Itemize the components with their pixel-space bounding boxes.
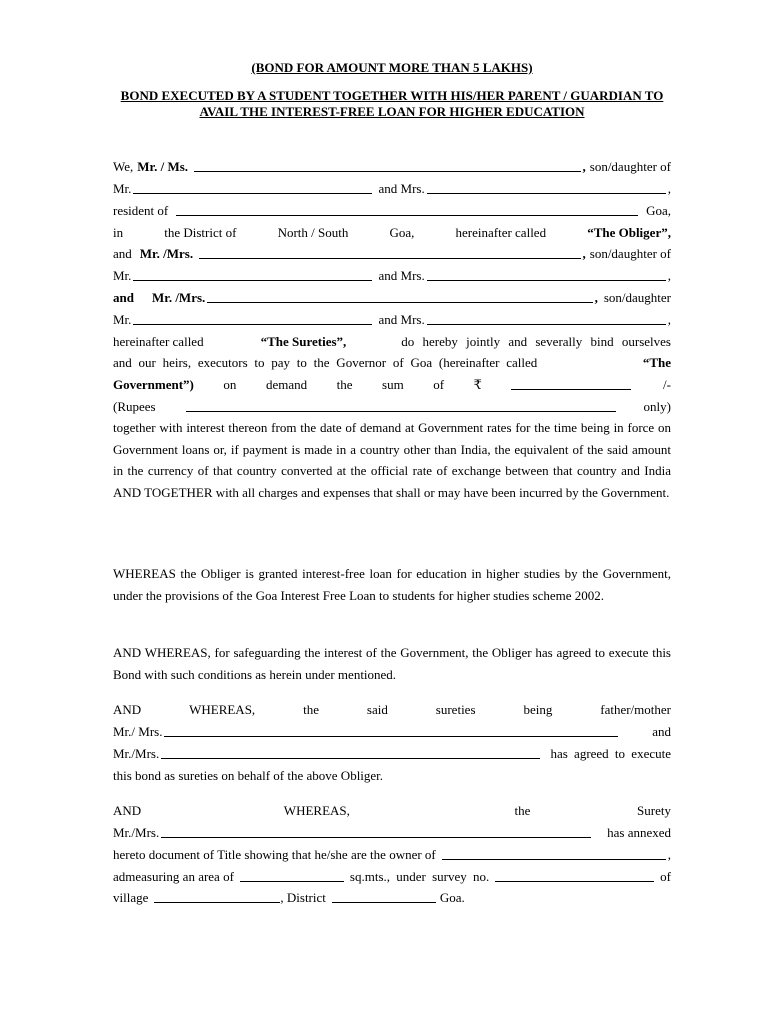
line-rupees-words	[113, 398, 671, 416]
father-mother-text: father/mother	[600, 702, 671, 717]
and-mrs-text: and Mrs.	[378, 312, 425, 327]
residence-blank[interactable]	[176, 215, 638, 216]
and-text: and	[652, 724, 671, 739]
demand-text: demand	[265, 377, 308, 392]
of-text: of	[660, 869, 671, 884]
the-text: the	[514, 803, 531, 818]
we-text: We,	[113, 159, 134, 174]
father-name-blank[interactable]	[133, 193, 372, 194]
do-hereby-text: do hereby jointly and severally bind ourselves	[401, 334, 671, 349]
interest-paragraph: together with interest thereon from the date of demand at Government rates for the time being in force on Government loans or, if payment is made in a country other than India, the equivalent of the said amount in the currency of that country converted at the official rate of exchange between that country and India AND TOGETHER with all charges and expenses that shall or may have been incurred by the Government.	[113, 420, 671, 500]
and-text: and	[113, 246, 132, 261]
mr-mrs-text: Mr./Mrs.	[113, 746, 160, 761]
north-south-text: North / South	[277, 225, 349, 240]
said-text: said	[366, 702, 388, 717]
the-obliger-text: “The Obliger”,	[587, 225, 671, 240]
slash-dash-text: /-	[662, 377, 671, 392]
heirs-text: and our heirs, executors to pay to the Governor of Goa (hereinafter called	[113, 355, 538, 370]
father-name-blank-3[interactable]	[133, 324, 372, 325]
mother-name-blank-2[interactable]	[427, 280, 666, 281]
line-sureties-behalf	[113, 767, 671, 785]
title-document-text: hereto document of Title showing that he/she are the owner of	[113, 847, 436, 862]
bond-title: BOND EXECUTED BY A STUDENT TOGETHER WITH HIS/HER PARENT / GUARDIAN TO AVAIL THE INTEREST-FREE LOAN FOR HIGHER EDUCATION	[120, 88, 664, 119]
mr-mrs-text: Mr./ Mrs.	[113, 724, 163, 739]
line-we	[113, 158, 671, 176]
only-text: only)	[643, 399, 671, 414]
mr-mrs-text: Mr. /Mrs.	[151, 290, 206, 305]
comma: ,	[667, 181, 672, 196]
line-title-document	[113, 846, 671, 864]
line-and-mr-mrs-1	[113, 245, 671, 263]
rupees-text: (Rupees	[113, 399, 156, 414]
in-text: in	[113, 225, 124, 240]
parent-name-blank[interactable]	[164, 736, 618, 737]
line-admeasuring	[113, 868, 671, 886]
amount-figures-blank[interactable]	[511, 389, 631, 390]
area-blank[interactable]	[240, 881, 344, 882]
obliger-name-blank[interactable]	[194, 171, 580, 172]
mr-text: Mr.	[113, 181, 132, 196]
surety2-name-blank[interactable]	[207, 302, 592, 303]
whereas-paragraph-1: WHEREAS the Obliger is granted interest-free loan for education in higher studies by the Government, under the provisions of the Goa Interest Free Loan to students for higher studies scheme 2002.	[113, 566, 671, 603]
sureties-behalf-text: this bond as sureties on behalf of the above Obliger.	[113, 768, 384, 783]
district-of-text: the District of	[164, 225, 237, 240]
mr-mrs-text: Mr./Mrs.	[113, 825, 160, 840]
resident-of-text: resident of	[113, 203, 169, 218]
goa-text: Goa,	[646, 203, 671, 218]
parent-name-blank-2[interactable]	[161, 758, 540, 759]
admeasuring-text: admeasuring an area of	[113, 869, 234, 884]
village-text: village	[113, 890, 149, 905]
mr-text: Mr.	[113, 312, 132, 327]
and-text: AND	[113, 702, 142, 717]
on-text: on	[223, 377, 237, 392]
the-quote-text: “The	[642, 355, 671, 370]
son-daughter-of-text: son/daughter of	[589, 159, 671, 174]
hereinafter-called-text: hereinafter called	[113, 334, 204, 349]
line-district	[113, 224, 671, 242]
comma: ,	[594, 290, 598, 305]
district-text: , District	[280, 890, 326, 905]
survey-no-blank[interactable]	[495, 881, 654, 882]
son-daughter-of-text: son/daughter of	[589, 246, 671, 261]
sum-text: sum	[382, 377, 404, 392]
whereas-paragraph-2: AND WHEREAS, for safeguarding the interest of the Government, the Obliger has agreed to execute this Bond with such conditions as herein under mentioned.	[113, 645, 671, 682]
has-annexed-text: has annexed	[607, 825, 671, 840]
line-parents-2	[113, 267, 671, 285]
and-mrs-text: and Mrs.	[378, 181, 425, 196]
village-blank[interactable]	[154, 902, 280, 903]
and-text: AND	[113, 803, 142, 818]
line-has-annexed	[113, 824, 671, 842]
mother-name-blank-3[interactable]	[427, 324, 666, 325]
line-agreed-execute	[113, 745, 671, 763]
comma: ,	[582, 159, 586, 174]
surety-text: Surety	[637, 803, 671, 818]
whereas-text: WHEREAS,	[283, 803, 350, 818]
whereas-text: WHEREAS,	[189, 702, 256, 717]
hereinafter-text: hereinafter called	[455, 225, 547, 240]
bond-amount-heading: (BOND FOR AMOUNT MORE THAN 5 LAKHS)	[251, 60, 533, 75]
agreed-execute-text: has agreed to execute	[550, 746, 671, 761]
surety-name-blank[interactable]	[161, 837, 591, 838]
goa-end-text: Goa.	[439, 890, 465, 905]
line-sureties	[113, 333, 671, 351]
mr-ms-text: Mr. / Ms.	[137, 159, 189, 174]
comma: ,	[582, 246, 586, 261]
line-mr-mrs-whereas-3	[113, 723, 671, 741]
comma: ,	[667, 268, 672, 283]
district-blank[interactable]	[332, 902, 436, 903]
father-name-blank-2[interactable]	[133, 280, 372, 281]
line-demand	[113, 376, 671, 394]
the-text: the	[336, 377, 353, 392]
line-heirs	[113, 354, 671, 372]
surety1-name-blank[interactable]	[199, 258, 580, 259]
mr-mrs-text: Mr. /Mrs.	[139, 246, 194, 261]
and-text: and	[113, 290, 134, 305]
comma: ,	[667, 847, 671, 862]
the-sureties-text: “The Sureties”,	[260, 334, 347, 349]
being-text: being	[523, 702, 553, 717]
amount-words-blank[interactable]	[186, 411, 616, 412]
sq-mts-text: sq.mts., under survey no.	[349, 869, 490, 884]
line-whereas-4	[113, 802, 671, 820]
line-and-mr-mrs-2	[113, 289, 671, 307]
line-whereas-3	[113, 701, 671, 719]
comma: ,	[667, 312, 672, 327]
son-daughter-text: son/daughter	[603, 290, 671, 305]
of-text: of	[433, 377, 445, 392]
line-resident	[113, 202, 671, 220]
government-text: Government”)	[113, 377, 194, 392]
the-text: the	[303, 702, 319, 717]
goa-text: Goa,	[389, 225, 415, 240]
line-parents-3	[113, 311, 671, 329]
and-mrs-text: and Mrs.	[378, 268, 425, 283]
sureties-text: sureties	[435, 702, 476, 717]
line-parents-1	[113, 180, 671, 198]
rupee-symbol: ₹	[473, 377, 482, 392]
mother-name-blank[interactable]	[427, 193, 666, 194]
owner-property-blank[interactable]	[442, 859, 666, 860]
line-village	[113, 889, 671, 907]
mr-text: Mr.	[113, 268, 132, 283]
